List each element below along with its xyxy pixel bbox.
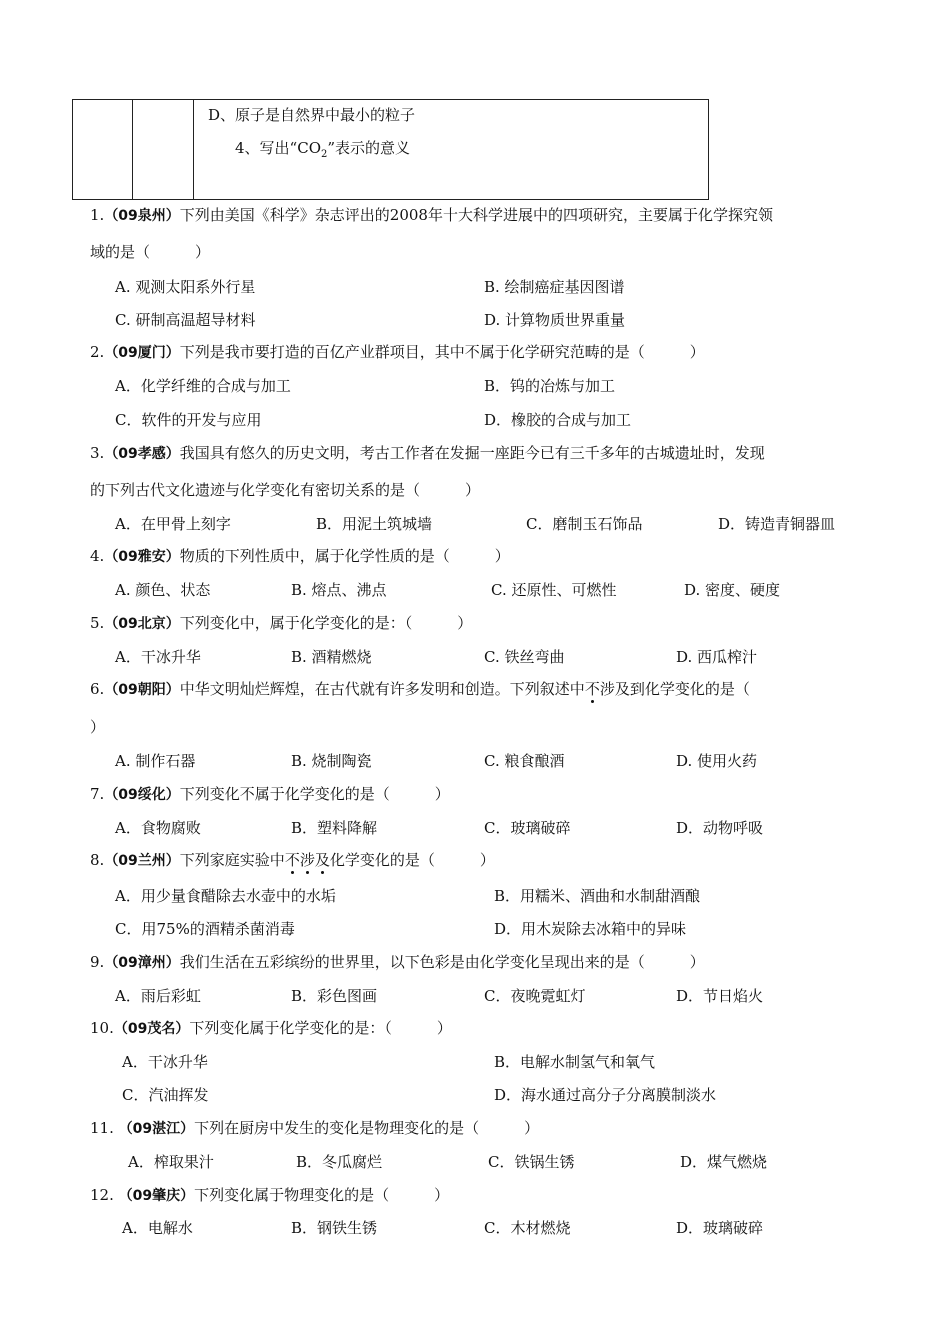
- q6-option-b: B. 烧制陶瓷: [291, 752, 372, 770]
- q6-option-a: A. 制作石器: [115, 752, 196, 770]
- question-10: 10.（09茂名）下列变化属于化学变化的是：（ ）: [90, 1019, 452, 1037]
- q5-option-a: A．干冰升华: [115, 648, 201, 666]
- q3-option-d: D．铸造青铜器皿: [718, 515, 836, 533]
- emphasis-dot: 不: [584, 680, 600, 698]
- question-2: 2.（09厦门）下列是我市要打造的百亿产业群项目，其中不属于化学研究范畴的是（ ）: [90, 343, 705, 361]
- table-line-4: 4、写出“$CO_2$”表示的意义: [235, 139, 411, 160]
- q12-option-c: C．木材燃烧: [484, 1219, 571, 1237]
- q10-option-a: A．干冰升华: [122, 1053, 208, 1071]
- q9-option-c: C．夜晚霓虹灯: [484, 987, 586, 1005]
- q6-option-d: D. 使用火药: [676, 752, 758, 770]
- q12-option-b: B．钢铁生锈: [291, 1219, 378, 1237]
- question-1-cont: 域的是（ ）: [90, 243, 211, 261]
- q5-option-d: D. 西瓜榨汁: [676, 648, 758, 666]
- emphasis-dot: 涉: [299, 851, 315, 869]
- q3-option-c: C．磨制玉石饰品: [526, 515, 643, 533]
- answer-table: [72, 99, 709, 200]
- q2-option-d: D．橡胶的合成与加工: [484, 411, 632, 429]
- emphasis-dot: 不: [284, 851, 300, 869]
- q10-option-b: B．电解水制氢气和氧气: [494, 1053, 656, 1071]
- q1-option-d: D. 计算物质世界重量: [484, 311, 626, 329]
- question-12: 12. （09肇庆）下列变化属于物理变化的是（ ）: [90, 1186, 450, 1204]
- question-5: 5.（09北京）下列变化中，属于化学变化的是：（ ）: [90, 614, 473, 632]
- q12-option-a: A．电解水: [122, 1219, 193, 1237]
- q4-option-d: D. 密度、硬度: [684, 581, 781, 599]
- q1-option-b: B. 绘制癌症基因图谱: [484, 278, 625, 296]
- question-8: 8.（09兰州）下列家庭实验中不涉及化学变化的是（ ）: [90, 851, 495, 869]
- q2-option-b: B．钨的冶炼与加工: [484, 377, 616, 395]
- q10-option-c: C．汽油挥发: [122, 1086, 209, 1104]
- q8-option-b: B．用糯米、酒曲和水制甜酒酿: [494, 887, 701, 905]
- q8-option-d: D．用木炭除去冰箱中的异味: [494, 920, 687, 938]
- q9-option-d: D．节日焰火: [676, 987, 764, 1005]
- question-11: 11. （09湛江）下列在厨房中发生的变化是物理变化的是（ ）: [90, 1119, 540, 1137]
- q10-option-d: D．海水通过高分子分离膜制淡水: [494, 1086, 717, 1104]
- q11-option-c: C．铁锅生锈: [488, 1153, 575, 1171]
- question-3: 3.（09孝感）我国具有悠久的历史文明，考古工作者在发掘一座距今已有三千多年的古城遗址时，发现: [90, 444, 765, 462]
- table-divider: [193, 100, 194, 199]
- q1-option-a: A. 观测太阳系外行星: [115, 278, 256, 296]
- q7-option-b: B．塑料降解: [291, 819, 378, 837]
- q11-option-d: D．煤气燃烧: [680, 1153, 768, 1171]
- q11-option-a: A．榨取果汁: [128, 1153, 214, 1171]
- question-1: 1.（09泉州）下列由美国《科学》杂志评出的2008年十大科学进展中的四项研究，主要属于化学探究领: [90, 206, 773, 224]
- q8-option-c: C．用75%的酒精杀菌消毒: [115, 920, 295, 938]
- question-7: 7.（09绥化）下列变化不属于化学变化的是（ ）: [90, 785, 450, 803]
- q4-option-a: A. 颜色、状态: [115, 581, 211, 599]
- q2-option-a: A．化学纤维的合成与加工: [115, 377, 291, 395]
- q5-option-b: B. 酒精燃烧: [291, 648, 372, 666]
- q4-option-b: B. 熔点、沸点: [291, 581, 387, 599]
- q9-option-a: A．雨后彩虹: [115, 987, 201, 1005]
- q5-option-c: C. 铁丝弯曲: [484, 648, 565, 666]
- q7-option-c: C．玻璃破碎: [484, 819, 571, 837]
- q3-option-b: B．用泥土筑城墙: [316, 515, 433, 533]
- q1-option-c: C. 研制高温超导材料: [115, 311, 256, 329]
- q3-option-a: A．在甲骨上刻字: [115, 515, 231, 533]
- table-line-d: D、原子是自然界中最小的粒子: [208, 106, 416, 124]
- question-3-cont: 的下列古代文化遗迹与化学变化有密切关系的是（ ）: [90, 481, 481, 499]
- q6-option-c: C. 粮食酿酒: [484, 752, 565, 770]
- q4-option-c: C. 还原性、可燃性: [491, 581, 617, 599]
- q7-option-d: D．动物呼吸: [676, 819, 764, 837]
- question-6-cont: ）: [90, 718, 106, 736]
- question-6: 6.（09朝阳）中华文明灿烂辉煌，在古代就有许多发明和创造。下列叙述中不涉及到化学变化的是（: [90, 680, 750, 698]
- q11-option-b: B．冬瓜腐烂: [296, 1153, 383, 1171]
- q9-option-b: B．彩色图画: [291, 987, 378, 1005]
- q8-option-a: A．用少量食醋除去水壶中的水垢: [115, 887, 336, 905]
- q7-option-a: A．食物腐败: [115, 819, 201, 837]
- question-9: 9.（09漳州）我们生活在五彩缤纷的世界里，以下色彩是由化学变化呈现出来的是（ ）: [90, 953, 705, 971]
- table-divider: [132, 100, 133, 199]
- emphasis-dot: 及: [314, 851, 330, 869]
- q2-option-c: C．软件的开发与应用: [115, 411, 262, 429]
- question-4: 4.（09雅安）物质的下列性质中，属于化学性质的是（ ）: [90, 547, 510, 565]
- q12-option-d: D．玻璃破碎: [676, 1219, 764, 1237]
